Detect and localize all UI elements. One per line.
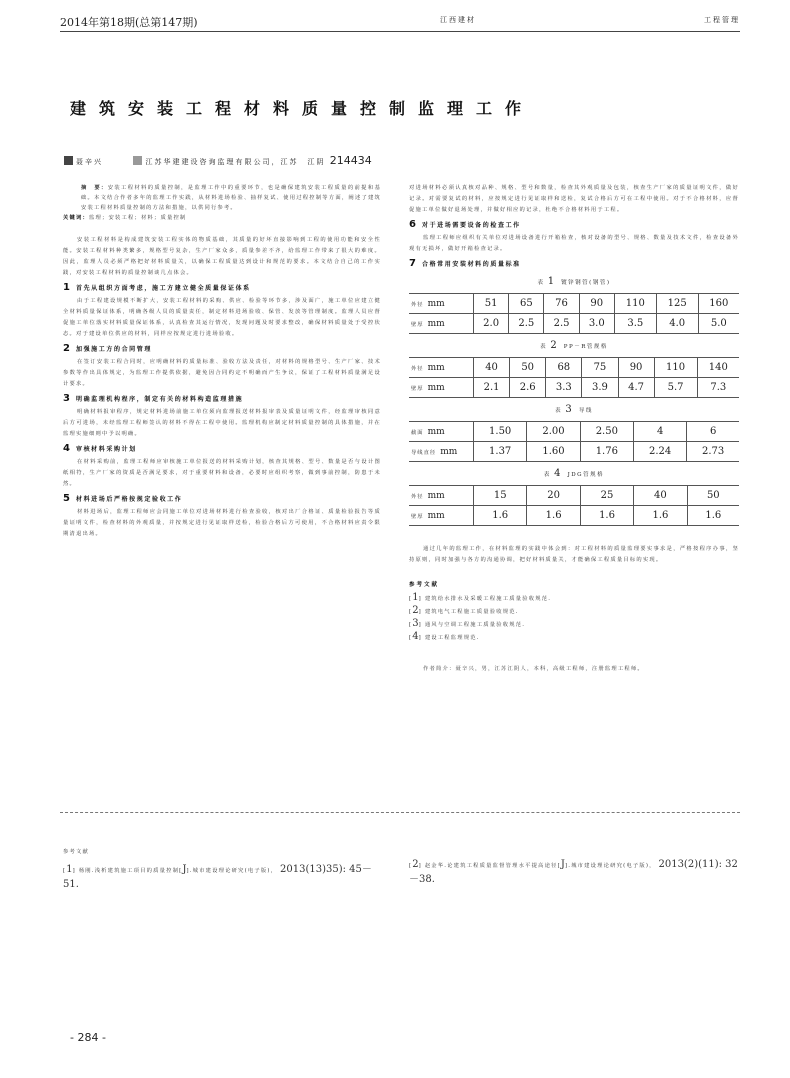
continued-paragraph: 对进场材料必须认真核对品种、规格、型号和数量，检查其外观质量及包装，核查生产厂家的质量证明文件，做好记录。对需要复试的材料，应按规定进行见证取样和送检，复试合格后方可在工程中使用。对于不合格材料，应督促施工单位做好退场处理，并做好相应的记录，杜绝不合格材料用于工程。 (409, 185, 739, 213)
table-cell: 5.0 (698, 314, 739, 334)
section-heading: 4 审核材料采购计划 (63, 443, 137, 454)
keywords (63, 213, 381, 223)
table-cell: 3.0 (579, 314, 614, 334)
table-cell: 2.24 (633, 442, 686, 462)
abstract-label: 摘 要： (81, 185, 108, 191)
footer-refs-right (409, 858, 739, 888)
spec-table (409, 421, 739, 462)
author-bio-text: 作者简介：聂辛兴，男，江苏江阴人，本科，高级工程师，注册监理工程师。 (423, 666, 644, 672)
table-caption: 表 4 JDG管规格 (543, 468, 605, 479)
author-marker-icon (64, 156, 73, 165)
right-column (409, 183, 739, 675)
table-cell: 7.3 (697, 378, 739, 398)
spec-table (409, 293, 739, 334)
table-cell: 2.5 (544, 314, 579, 334)
section-body: 在材料采购前，监理工程师应审核施工单位报送的材料采购计划，核查其规格、型号、数量是否与设计图纸相符，生产厂家的资质是否满足要求，对于重要材料和设备，必要时应组织考察，做到事前控制，防患于未然。 (63, 459, 381, 487)
table-caption: 表 2 PP－R管规格 (540, 340, 608, 351)
table-cell: 1.6 (687, 506, 739, 526)
section-body: 明确材料报审程序，规定材料进场前施工单位须向监理报送材料报审表及质量证明文件，经监理审核同意后方可进场，未经监理工程师签认的材料不得在工程中使用。监理机构应制定材料质量控制的具体措施，并在监理实施细则中予以明确。 (63, 409, 381, 437)
table-row (409, 442, 739, 462)
journal-name: 江西建材 (440, 16, 476, 24)
table-row (409, 314, 739, 334)
section-body: 监理工程师应组织有关单位对进场设备进行开箱检查，核对设备的型号、规格、数量及技术文件，检查设备外观有无损坏，做好开箱检查记录。 (409, 235, 739, 252)
table-cell: 1.60 (527, 442, 580, 462)
table-row (409, 486, 739, 506)
issue-info: 2014年第18期(总第147期) (60, 16, 198, 29)
spec-tables (409, 276, 739, 526)
table-cell: 2.0 (474, 314, 509, 334)
intro-paragraph: 安装工程材料是构成建筑安装工程实体的物质基础，其质量的好坏直接影响到工程的使用功能和安全性能。安装工程材料种类繁多，规格型号复杂，生产厂家众多，质量参差不齐，给监理工作带来了很大的难度。因此，监理人员必须严格把好材料质量关，以确保工程质量达到设计和规范的要求。本文结合自己的工作实践，对安装工程材料的质量控制谈几点体会。 (63, 237, 381, 276)
table-cell: 1.6 (580, 506, 633, 526)
table-cell: 1.6 (634, 506, 687, 526)
row-label: 壁厚 mm (409, 506, 474, 526)
row-label: 外径 mm (409, 358, 474, 378)
table-cell: 50 (687, 486, 739, 506)
reference-item: [2] 建筑电气工程施工质量验收规范. (409, 605, 519, 616)
table-cell: 90 (579, 294, 614, 314)
footer-refs-left (63, 846, 383, 893)
footer-ref-item: [2] 赵金华.论建筑工程质量监督管理水平提高途径[J].城市建设理论研究(电子版)， 2013(2)(11): 32－38. (409, 859, 738, 885)
table-cell: 4 (633, 422, 686, 442)
table-cell: 50 (510, 358, 546, 378)
table-cell: 110 (614, 294, 656, 314)
reference-item: [4] 建设工程监理规范. (409, 631, 480, 642)
table-row (409, 506, 739, 526)
article-title: 建筑安装工程材料质量控制监理工作 (70, 99, 535, 118)
table-cell: 4.7 (618, 378, 654, 398)
table-cell: 2.5 (509, 314, 544, 334)
table-cell: 2.50 (580, 422, 633, 442)
reference-item: [3] 通风与空调工程施工质量验收规范. (409, 618, 526, 629)
table-cell: 75 (582, 358, 618, 378)
table-cell: 160 (698, 294, 739, 314)
abstract-text: 安装工程材料的质量控制，是监理工作中的重要环节，也是确保建筑安装工程质量的前提和基础。本文结合作者多年的监理工作实践，从材料进场检验、抽样复试、使用过程控制等方面，阐述了建筑安装工程材料质量控制的方法和措施，以供同行参考。 (81, 185, 381, 211)
section-body: 材料进场后，监理工程师应会同施工单位对进场材料进行检查验收，核对出厂合格证、质量检验报告等质量证明文件，检查材料的外观质量，并按规定进行见证取样送检，检验合格后方可使用，不合格材料应责令限期清退出场。 (63, 509, 381, 537)
table-cell: 40 (634, 486, 687, 506)
table-cell: 3.5 (614, 314, 656, 334)
section-heading: 5 材料进场后严格按规定验收工作 (63, 493, 183, 504)
table-cell: 25 (580, 486, 633, 506)
table-cell: 1.37 (474, 442, 527, 462)
abstract (63, 183, 381, 213)
section-body: 在签订安装工程合同时，应明确材料的质量标准、验收方法及责任，对材料的规格型号、生产厂家、技术参数等作出具体规定，为监理工作提供依据，避免因合同约定不明确而产生争议，保证了工程材料质量满足设计要求。 (63, 359, 381, 387)
table-cell: 110 (654, 358, 697, 378)
table-cell: 76 (544, 294, 579, 314)
table-cell: 68 (546, 358, 582, 378)
affiliation-marker-icon (133, 156, 142, 165)
table-cell: 2.6 (510, 378, 546, 398)
section-heading: 3 明确监理机构程序，制定有关的材料构造监理措施 (63, 393, 244, 404)
page-number: - 284 - (70, 1031, 106, 1044)
author-name: 聂辛兴 (76, 158, 103, 166)
table-cell: 2.00 (527, 422, 580, 442)
references-heading: 参考文献 (409, 582, 440, 588)
row-label: 导线直径 mm (409, 442, 474, 462)
table-cell: 65 (509, 294, 544, 314)
table-cell: 1.76 (580, 442, 633, 462)
table-cell: 1.6 (527, 506, 580, 526)
table-cell: 40 (474, 358, 510, 378)
table-row (409, 294, 739, 314)
section-name: 工程管理 (704, 16, 740, 24)
table-cell: 1.50 (474, 422, 527, 442)
running-header (60, 14, 740, 30)
header-divider (60, 31, 740, 32)
spec-table (409, 485, 739, 526)
table-cell: 15 (474, 486, 527, 506)
row-label: 壁厚 mm (409, 314, 474, 334)
table-cell: 51 (474, 294, 509, 314)
author-bio (409, 664, 739, 675)
table-row (409, 378, 739, 398)
reference-item: [1] 建筑给水排水及采暖工程施工质量验收规范. (409, 592, 552, 603)
table-cell: 125 (656, 294, 698, 314)
footer-divider (60, 812, 740, 813)
row-label: 截面 mm (409, 422, 474, 442)
author-affiliation: 江苏华建建设咨询监理有限公司，江苏 江阴 (145, 158, 326, 166)
table-row (409, 422, 739, 442)
table-cell: 2.73 (687, 442, 739, 462)
row-label: 外径 mm (409, 294, 474, 314)
keywords-text: 监理；安装工程；材料；质量控制 (89, 215, 187, 221)
table-cell: 3.3 (546, 378, 582, 398)
table-cell: 6 (687, 422, 739, 442)
references (409, 580, 739, 644)
spec-table (409, 357, 739, 398)
table-cell: 140 (697, 358, 739, 378)
section-body: 由于工程建设规模不断扩大，安装工程材料的采购、供应、检验等环节多，涉及面广，施工单位应建立健全材料质量保证体系，明确各级人员的质量责任，制定材料进场验收、保管、发放等管理制度。监理人员应督促施工单位落实材料质量保证体系，认真检查其运行情况，发现问题及时要求整改，确保材料质量处于受控状态。对于建设单位供应的材料，同样应按规定进行进场验收。 (63, 298, 381, 337)
table-cell: 20 (527, 486, 580, 506)
author-line (64, 154, 584, 166)
section-heading: 1 首先从组织方面考虑，施工方建立健全质量保证体系 (63, 282, 251, 293)
table-cell: 90 (618, 358, 654, 378)
row-label: 壁厚 mm (409, 378, 474, 398)
section-heading: 7 合格常用安装材料的质量标准 (409, 258, 521, 269)
table-caption: 表 3 导线 (555, 404, 593, 415)
conclusion-paragraph: 通过几年的监理工作，在材料监理的实践中体会到：对工程材料的质量监理要实事求是，严格按程序办事，坚持原则，同时加强与各方的沟通协调，把好材料质量关，才能确保工程质量目标的实现。 (409, 546, 739, 563)
row-label: 外径 mm (409, 486, 474, 506)
table-row (409, 358, 739, 378)
table-cell: 5.7 (654, 378, 697, 398)
postal-code: 214434 (329, 154, 372, 167)
section-heading: 2 加强施工方的合同管理 (63, 343, 152, 354)
table-cell: 3.9 (582, 378, 618, 398)
table-cell: 4.0 (656, 314, 698, 334)
section-heading: 6 对于进场需要设备的检查工作 (409, 219, 521, 230)
footer-ref-item: [1] 杨刚.浅析建筑施工项目的质量控制[J].城市建设理论研究(电子版)， 2013(13)35): 45－51. (63, 864, 372, 890)
keywords-label: 关键词： (63, 215, 89, 221)
table-cell: 2.1 (474, 378, 510, 398)
footer-refs-heading: 参考文献 (63, 849, 89, 855)
table-caption: 表 1 镀锌钢管(钢管) (537, 276, 611, 287)
left-column (63, 183, 381, 540)
table-cell: 1.6 (474, 506, 527, 526)
